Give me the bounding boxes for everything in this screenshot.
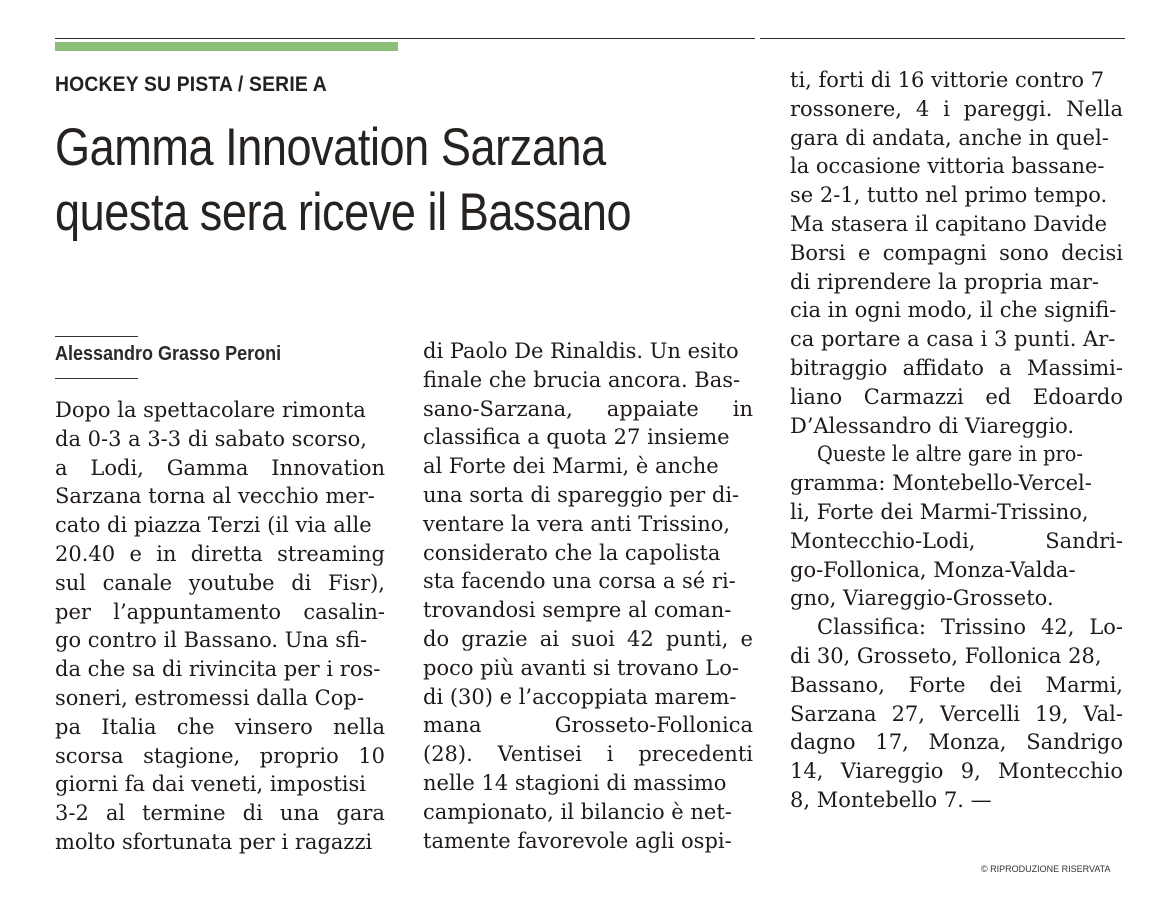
text-line <box>55 598 385 627</box>
text-line <box>790 383 1123 412</box>
word: Val- <box>1083 701 1123 726</box>
word: Bassano, <box>790 672 885 697</box>
byline-rule <box>55 378 138 379</box>
text-line: di 30, Grosseto, Follonica 28, <box>790 643 1102 668</box>
word: stagione, <box>143 743 241 768</box>
text-line <box>790 354 1123 383</box>
word: affidato <box>902 355 984 380</box>
word: mana <box>423 713 482 738</box>
text-line <box>55 569 385 598</box>
word: l’appuntamento <box>113 599 282 624</box>
copyright-notice: © RIPRODUZIONE RISERVATA <box>981 864 1111 874</box>
word: Sandri- <box>1045 528 1123 553</box>
word: punti, <box>665 626 729 651</box>
word: 27, <box>891 701 925 726</box>
word: ai <box>539 626 559 651</box>
text-line: li, Forte dei Marmi-Trissino, <box>790 499 1089 524</box>
text-line: gramma: Montebello-Vercel- <box>790 471 1092 496</box>
word: appaiate <box>606 396 699 421</box>
text-line <box>55 540 385 569</box>
word: Italia <box>101 714 157 739</box>
word: 9, <box>960 759 981 784</box>
text-line: al Forte dei Marmi, è anche <box>423 454 719 479</box>
word: e <box>857 240 871 265</box>
word: diretta <box>190 541 263 566</box>
article-column-3 <box>790 66 1123 815</box>
word: Borsi <box>790 240 846 265</box>
word: di <box>291 570 312 595</box>
word: scorsa <box>55 743 124 768</box>
text-line <box>423 711 753 740</box>
text-line <box>423 395 753 424</box>
word: Lodi, <box>90 455 144 480</box>
text-line: cato di piazza Terzi (il via alle <box>55 513 372 538</box>
word: liano <box>790 384 843 409</box>
text-line: una sorta di spareggio per di- <box>423 482 740 507</box>
text-line: di (30) e l’accoppiata marem- <box>423 684 737 709</box>
text-line: go contro il Bassano. Una sfi- <box>55 628 368 653</box>
word: ed <box>985 384 1012 409</box>
word: Forte <box>908 672 966 697</box>
word: precedenti <box>638 742 753 767</box>
word: Fisr), <box>328 570 385 595</box>
word: in <box>732 396 753 421</box>
text-line: ventare la vera anti Trissino, <box>423 511 731 536</box>
word: grazie <box>461 626 528 651</box>
text-line: gara di andata, anche in quel- <box>790 125 1109 150</box>
word: streaming <box>277 541 385 566</box>
word: dei <box>989 672 1022 697</box>
text-line: cia in ogni modo, il che signifi- <box>790 298 1117 323</box>
article-column-2 <box>423 337 753 855</box>
text-line: campionato, il bilancio è net- <box>423 799 732 824</box>
word: una <box>279 801 320 826</box>
text-line: sta facendo una corsa a sé ri- <box>423 569 736 594</box>
text-line: finale che brucia ancora. Bas- <box>423 367 741 392</box>
word: a <box>55 455 68 480</box>
word: 10 <box>358 743 385 768</box>
word: a <box>999 355 1012 380</box>
text-line <box>790 728 1123 757</box>
text-line: gno, Viareggio-Grosseto. <box>790 586 1054 611</box>
text-line: tamente favorevole agli ospi- <box>423 828 732 853</box>
text-line: Dopo la spettacolare rimonta <box>55 398 366 422</box>
text-line: da 0-3 a 3-3 di sabato scorso, <box>55 426 367 451</box>
byline-author: Alessandro Grasso Peroni <box>55 343 282 365</box>
text-line <box>423 740 753 769</box>
word: Carmazzi <box>863 384 964 409</box>
word: i <box>943 96 950 121</box>
word: per <box>55 599 91 624</box>
word: bitraggio <box>790 355 888 380</box>
word: canale <box>102 570 173 595</box>
word: Classifica: <box>817 615 926 640</box>
text-line <box>790 671 1123 700</box>
word: decisi <box>1061 240 1123 265</box>
text-line: soneri, estromessi dalla Cop- <box>55 685 364 710</box>
text-line <box>423 625 753 654</box>
word: nella <box>333 714 385 739</box>
text-line <box>790 527 1123 556</box>
article-column-1 <box>55 396 385 857</box>
word: al <box>105 801 126 826</box>
word: Nella <box>1066 96 1123 121</box>
text-line: 8, Montebello 7. — <box>790 787 992 812</box>
section-accent-bar <box>55 42 398 51</box>
text-line: Sarzana torna al vecchio mer- <box>55 484 375 509</box>
word: rossonere, <box>790 96 902 121</box>
text-line <box>790 613 1123 642</box>
word: vinsero <box>234 714 313 739</box>
text-line: nelle 14 stagioni di massimo <box>423 770 727 795</box>
top-rule-left <box>55 38 755 39</box>
word: Monza, <box>928 730 1007 755</box>
word: 4 <box>915 96 930 121</box>
word: in <box>156 541 177 566</box>
section-label: HOCKEY SU PISTA / SERIE A <box>55 73 327 96</box>
text-line: poco più avanti si trovano Lo- <box>423 655 739 680</box>
word: termine <box>142 801 226 826</box>
word: Ventisei <box>497 742 582 767</box>
word: Edoardo <box>1032 384 1123 409</box>
word: di <box>242 801 263 826</box>
word: 42, <box>1040 615 1075 640</box>
word: pareggi. <box>963 96 1053 121</box>
headline <box>55 115 701 245</box>
text-line: ca portare a casa i 3 punti. Ar- <box>790 327 1116 352</box>
word: sul <box>55 570 87 595</box>
word: 19, <box>1034 701 1069 726</box>
text-line <box>55 799 385 828</box>
top-rule-right <box>760 38 1125 39</box>
word: do <box>423 626 450 651</box>
word: Gamma <box>166 455 249 480</box>
text-line: trovandosi sempre al coman- <box>423 598 732 623</box>
text-line: Queste le altre gare in pro- <box>817 442 1083 467</box>
word: Montecchio-Lodi, <box>790 528 976 553</box>
text-line <box>790 95 1123 124</box>
word: Montecchio <box>998 759 1123 784</box>
headline-line: questa sera riceve il Bassano <box>55 183 632 242</box>
word: sano-Sarzana, <box>423 396 573 421</box>
word: compagni <box>882 240 987 265</box>
text-line: se 2-1, tutto nel primo tempo. <box>790 183 1108 208</box>
text-line <box>790 239 1123 268</box>
word: Vercelli <box>939 701 1020 726</box>
text-line: D’Alessandro di Viareggio. <box>790 413 1075 438</box>
word: gara <box>336 801 385 826</box>
word: Lo- <box>1089 615 1123 640</box>
word: 3-2 <box>55 801 89 826</box>
text-line <box>55 742 385 771</box>
text-line: giorni fa dai veneti, impostisi <box>55 772 366 797</box>
word: Viareggio <box>840 759 944 784</box>
word: sono <box>999 240 1049 265</box>
text-line: di Paolo De Rinaldis. Un esito <box>423 339 739 363</box>
text-line <box>55 454 385 483</box>
text-line: la occasione vittoria bassane- <box>790 154 1105 179</box>
word: proprio <box>259 743 339 768</box>
text-line: Ma stasera il capitano Davide <box>790 211 1108 236</box>
word: 14, <box>790 759 824 784</box>
word: Massimi- <box>1026 355 1123 380</box>
word: Grosseto-Follonica <box>554 713 753 738</box>
word: Innovation <box>271 455 385 480</box>
word: Trissino <box>940 615 1027 640</box>
text-line: considerato che la capolista <box>423 540 721 565</box>
word: dagno <box>790 730 856 755</box>
word: (28). <box>423 742 473 767</box>
text-line: molto sfortunata per i ragazzi <box>55 829 373 854</box>
headline-line: Gamma Innovation Sarzana <box>55 118 606 177</box>
word: pa <box>55 714 81 739</box>
word: youtube <box>188 570 275 595</box>
text-line <box>790 757 1123 786</box>
word: Marmi, <box>1045 672 1123 697</box>
word: Sarzana <box>790 701 877 726</box>
word: i <box>606 742 614 767</box>
word: casalin- <box>303 599 385 624</box>
text-line: classifica a quota 27 insieme <box>423 425 730 450</box>
text-line: go-Follonica, Monza-Valda- <box>790 557 1076 582</box>
word: che <box>176 714 215 739</box>
word: 17, <box>875 730 909 755</box>
word: e <box>129 541 142 566</box>
text-line: da che sa di rivincita per i ros- <box>55 657 381 682</box>
text-line <box>55 713 385 742</box>
text-line: ti, forti di 16 vittorie contro 7 <box>790 68 1105 92</box>
text-line <box>790 700 1123 729</box>
word: Sandrigo <box>1026 730 1123 755</box>
text-line: di riprendere la propria mar- <box>790 269 1100 294</box>
word: 42 <box>627 626 654 651</box>
byline-rule <box>55 336 138 337</box>
word: e <box>740 626 753 651</box>
word: suoi <box>571 626 615 651</box>
word: 20.40 <box>55 541 116 566</box>
